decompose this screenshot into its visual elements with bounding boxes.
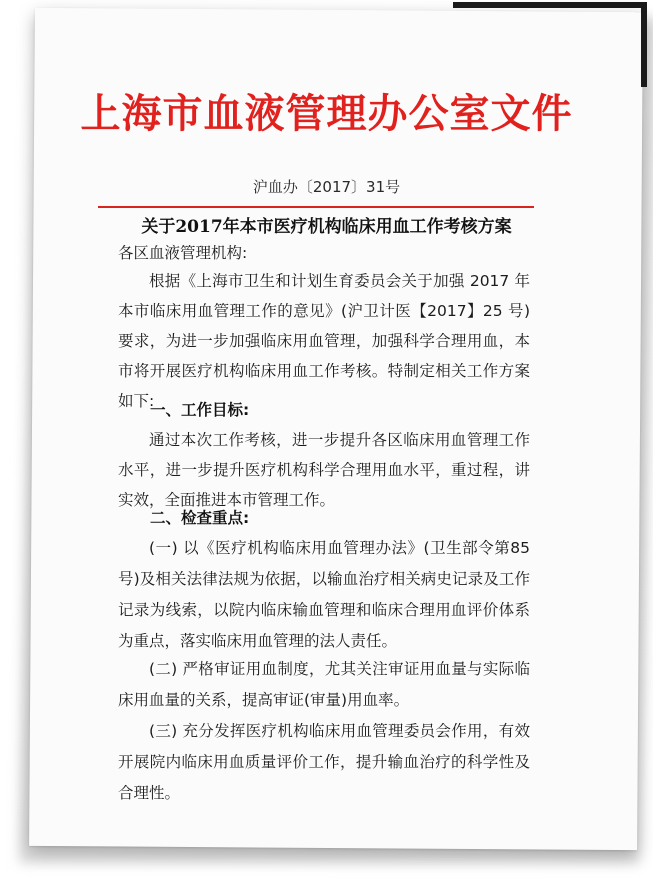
section-2-item-3: (三) 充分发挥医疗机构临床用血管理委员会作用，有效开展院内临床用血质量评价工作，提升输血治疗的科学性及合理性。 bbox=[118, 722, 530, 802]
section-2-title: 二、检查重点: bbox=[150, 509, 250, 527]
section-2-item-1: (一) 以《医疗机构临床用血管理办法》(卫生部令第85号)及相关法律法规为依据，以输血治疗相关病史记录及工作记录为线索，以院内临床输血管理和临床合理用血评价体系为重点，落实临床用血管理的法人责任。 bbox=[118, 539, 530, 650]
corner-frame-mark bbox=[453, 2, 647, 87]
intro-paragraph: 根据《上海市卫生和计划生育委员会关于加强 2017 年本市临床用血管理工作的意见》(沪卫计医【2017】25 号)要求，为进一步加强临床用血管理，加强科学合理用血，本市将开展医疗机构临床用血工作考核。特制定相关工作方案如下: bbox=[118, 272, 530, 410]
document-number: 沪血办〔2017〕31号 bbox=[252, 178, 401, 196]
document-heading: 关于2017年本市医疗机构临床用血工作考核方案 bbox=[141, 217, 512, 237]
section-2-item-2: (二) 严格审证用血制度，尤其关注审证用血量与实际临床用血量的关系，提高审证(审量)用血率。 bbox=[118, 660, 530, 709]
section-1-title: 一、工作目标: bbox=[150, 401, 250, 419]
addressee: 各区血液管理机构: bbox=[118, 244, 248, 262]
document-title: 上海市血液管理办公室文件 bbox=[80, 90, 573, 137]
red-divider-line bbox=[98, 206, 534, 208]
section-1-paragraph: 通过本次工作考核，进一步提升各区临床用血管理工作水平，进一步提升医疗机构科学合理用血水平，重过程，讲实效，全面推进本市管理工作。 bbox=[118, 431, 530, 509]
